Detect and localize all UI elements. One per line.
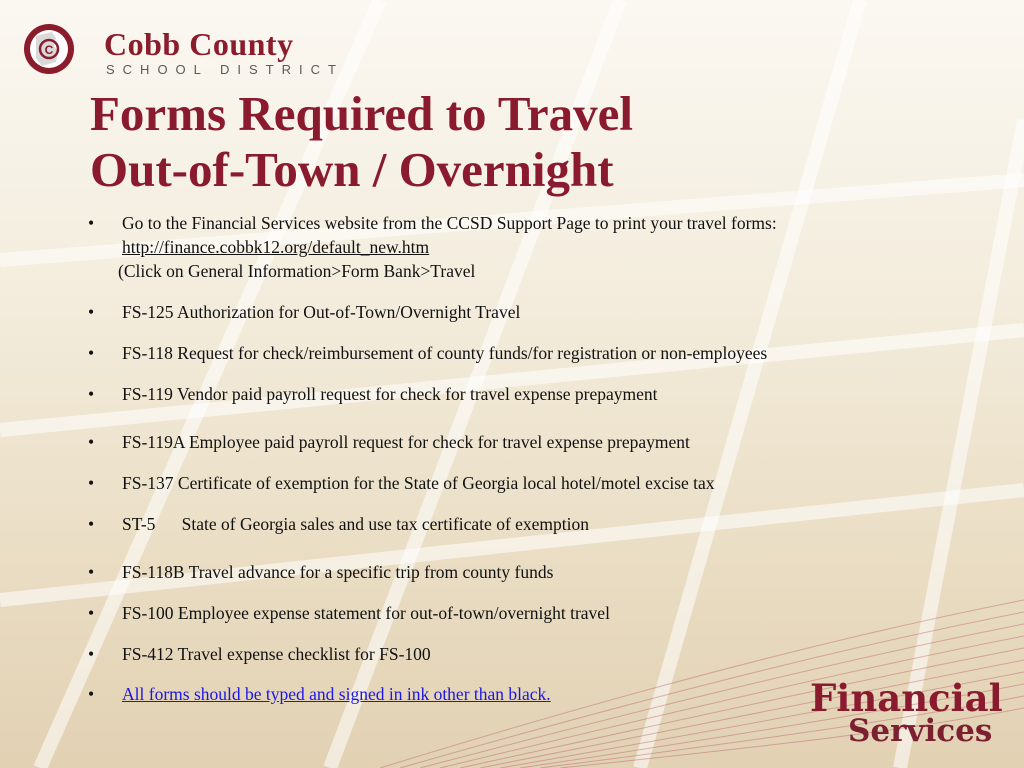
form-fs-118b: FS-118B Travel advance for a specific trip from county funds xyxy=(122,562,554,582)
bullet-icon: • xyxy=(88,213,95,233)
bullet-icon: • xyxy=(88,603,95,623)
bullet-icon: • xyxy=(88,514,95,534)
title-line-1: Forms Required to Travel xyxy=(90,86,634,141)
district-name: Cobb County xyxy=(104,26,294,62)
form-fs-118: FS-118 Request for check/reimbursement of county funds/for registration or non-employees xyxy=(122,343,768,363)
bullet-icon: • xyxy=(88,384,95,404)
district-emblem-icon xyxy=(22,22,76,76)
bullet-icon: • xyxy=(88,562,95,582)
bullet-icon: • xyxy=(88,473,95,493)
footer-services: Services xyxy=(848,713,993,749)
form-fs-119a: FS-119A Employee paid payroll request for check for travel expense prepayment xyxy=(122,432,690,452)
financial-services-logo xyxy=(810,676,1003,756)
bullet-icon: • xyxy=(88,302,95,322)
bullet-icon: • xyxy=(88,644,95,664)
form-fs-412: FS-412 Travel expense checklist for FS-100 xyxy=(122,644,431,664)
bullet-icon: • xyxy=(88,684,95,704)
district-subtitle: SCHOOL DISTRICT xyxy=(106,62,344,77)
district-logo xyxy=(20,18,344,80)
form-fs-100: FS-100 Employee expense statement for out-of-town/overnight travel xyxy=(122,603,610,623)
form-bank-path: (Click on General Information>Form Bank>Travel xyxy=(118,261,476,281)
bullet-icon: • xyxy=(88,432,95,452)
page-title xyxy=(90,86,633,198)
form-fs-119: FS-119 Vendor paid payroll request for check for travel expense prepayment xyxy=(122,384,658,404)
ink-requirement-link[interactable]: All forms should be typed and signed in ink other than black. xyxy=(122,684,551,704)
form-fs-125: FS-125 Authorization for Out-of-Town/Overnight Travel xyxy=(122,302,521,322)
finance-website-link[interactable]: http://finance.cobbk12.org/default_new.htm xyxy=(122,237,430,257)
form-st-5: ST-5 State of Georgia sales and use tax certificate of exemption xyxy=(122,514,590,534)
emblem-letter: C xyxy=(44,43,54,57)
bullet-icon: • xyxy=(88,343,95,363)
intro-text: Go to the Financial Services website from the CCSD Support Page to print your travel forms: xyxy=(122,213,777,233)
form-fs-137: FS-137 Certificate of exemption for the State of Georgia local hotel/motel excise tax xyxy=(122,473,715,493)
title-line-2: Out-of-Town / Overnight xyxy=(90,142,614,197)
footer-financial: Financial xyxy=(810,676,1003,720)
